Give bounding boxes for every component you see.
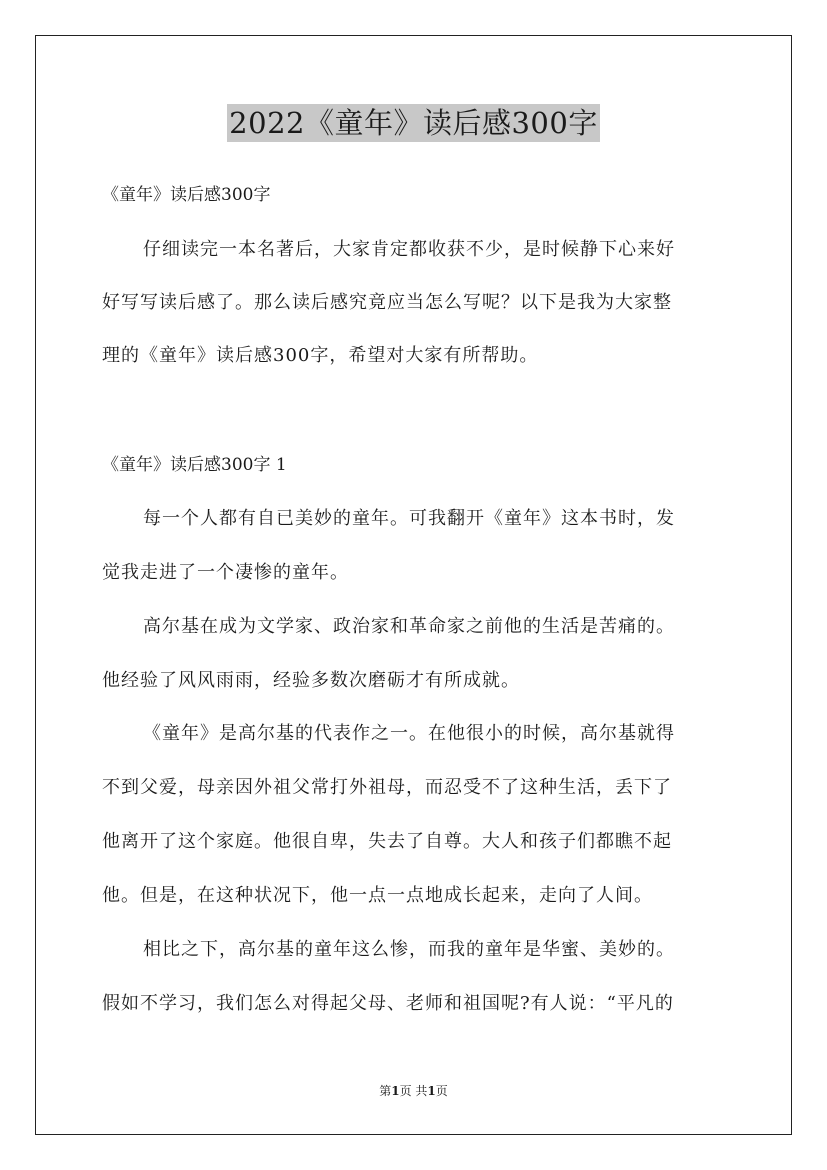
paragraph-line: 不到父爱，母亲因外祖父常打外祖母，而忍受不了这种生活，丢下了 bbox=[102, 777, 672, 798]
paragraph-line: 《童年》是高尔基的代表作之一。在他很小的时候，高尔基就得 bbox=[143, 723, 675, 744]
paragraph-line: 理的《童年》读后感300字，希望对大家有所帮助。 bbox=[102, 345, 539, 366]
paragraph-line: 觉我走进了一个凄惨的童年。 bbox=[102, 562, 349, 583]
page-footer bbox=[0, 1083, 827, 1099]
title-container bbox=[0, 104, 827, 142]
paragraph-line: 仔细读完一本名著后，大家肯定都收获不少，是时候静下心来好 bbox=[143, 239, 675, 260]
total-suffix: 页 bbox=[435, 1084, 448, 1098]
paragraph-line: 每一个人都有自已美妙的童年。可我翻开《童年》这本书时，发 bbox=[143, 508, 675, 529]
total-prefix: 共 bbox=[415, 1084, 428, 1098]
section-heading: 《童年》读后感300字 1 bbox=[102, 455, 287, 475]
document-title: 2022《童年》读后感300字 bbox=[229, 106, 598, 140]
paragraph-line: 他经验了风风雨雨，经验多数次磨砺才有所成就。 bbox=[102, 670, 520, 691]
paragraph-line: 相比之下，高尔基的童年这么惨，而我的童年是华蜜、美妙的。 bbox=[143, 939, 675, 960]
paragraph-line: 他。但是，在这种状况下，他一点一点地成长起来，走向了人间。 bbox=[102, 885, 653, 906]
paragraph-line: 他离开了这个家庭。他很自卑，失去了自尊。大人和孩子们都瞧不起 bbox=[102, 831, 672, 852]
paragraph-line: 好写写读后感了。那么读后感究竟应当怎么写呢？以下是我为大家整 bbox=[102, 292, 672, 313]
total-pages: 1 bbox=[427, 1084, 436, 1098]
section-heading: 《童年》读后感300字 bbox=[102, 185, 271, 205]
paragraph-line: 高尔基在成为文学家、政治家和革命家之前他的生活是苦痛的。 bbox=[143, 616, 675, 637]
page-prefix: 第 bbox=[379, 1084, 392, 1098]
page-number: 1 bbox=[391, 1084, 400, 1098]
paragraph-line: 假如不学习，我们怎么对得起父母、老师和祖国呢?有人说：“平凡的 bbox=[102, 993, 674, 1014]
page-suffix: 页 bbox=[399, 1084, 412, 1098]
